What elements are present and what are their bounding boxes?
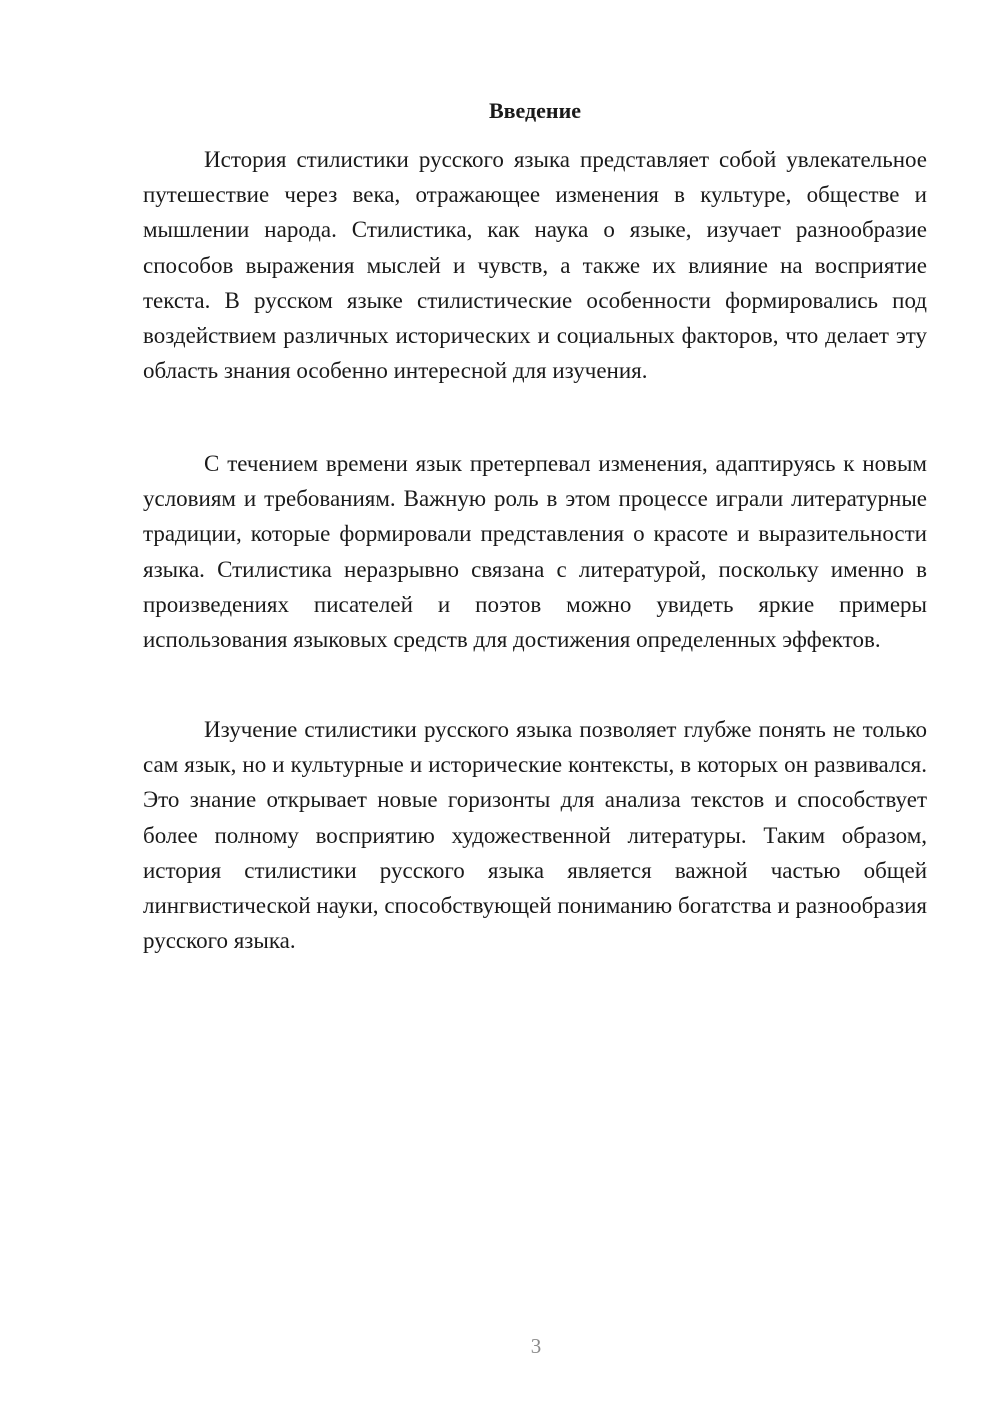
section-heading: Введение xyxy=(488,98,582,123)
page-number: 3 xyxy=(530,1334,542,1358)
paragraph-2: С течением времени язык претерпевал изменения, адаптируясь к новым условиям и требованиям. Важную роль в этом процессе играли литературные традиции, которые формировали представления о красоте и выразительности языка. Стилистика неразрывно связана с литературой, поскольку именно в произведениях писателей и поэтов можно увидеть яркие примеры использования языковых средств для достижения определенных эффектов. xyxy=(143,451,927,653)
paragraph-3: Изучение стилистики русского языка позволяет глубже понять не только сам язык, но и культурные и исторические контексты, в которых он развивался. Это знание открывает новые горизонты для анализа текстов и способствует более полному восприятию художественной литературы. Таким образом, история стилистики русского языка является важной частью общей лингвистической науки, способствующей пониманию богатства и разнообразия русского языка. xyxy=(143,717,927,954)
paragraph-1: История стилистики русского языка представляет собой увлекательное путешествие через века, отражающее изменения в культуре, обществе и мышлении народа. Стилистика, как наука о языке, изучает разнообразие способов выражения мыслей и чувств, а также их влияние на восприятие текста. В русском языке стилистические особенности формировались под воздействием различных исторических и социальных факторов, что делает эту область знания особенно интересной для изучения. xyxy=(143,147,927,384)
